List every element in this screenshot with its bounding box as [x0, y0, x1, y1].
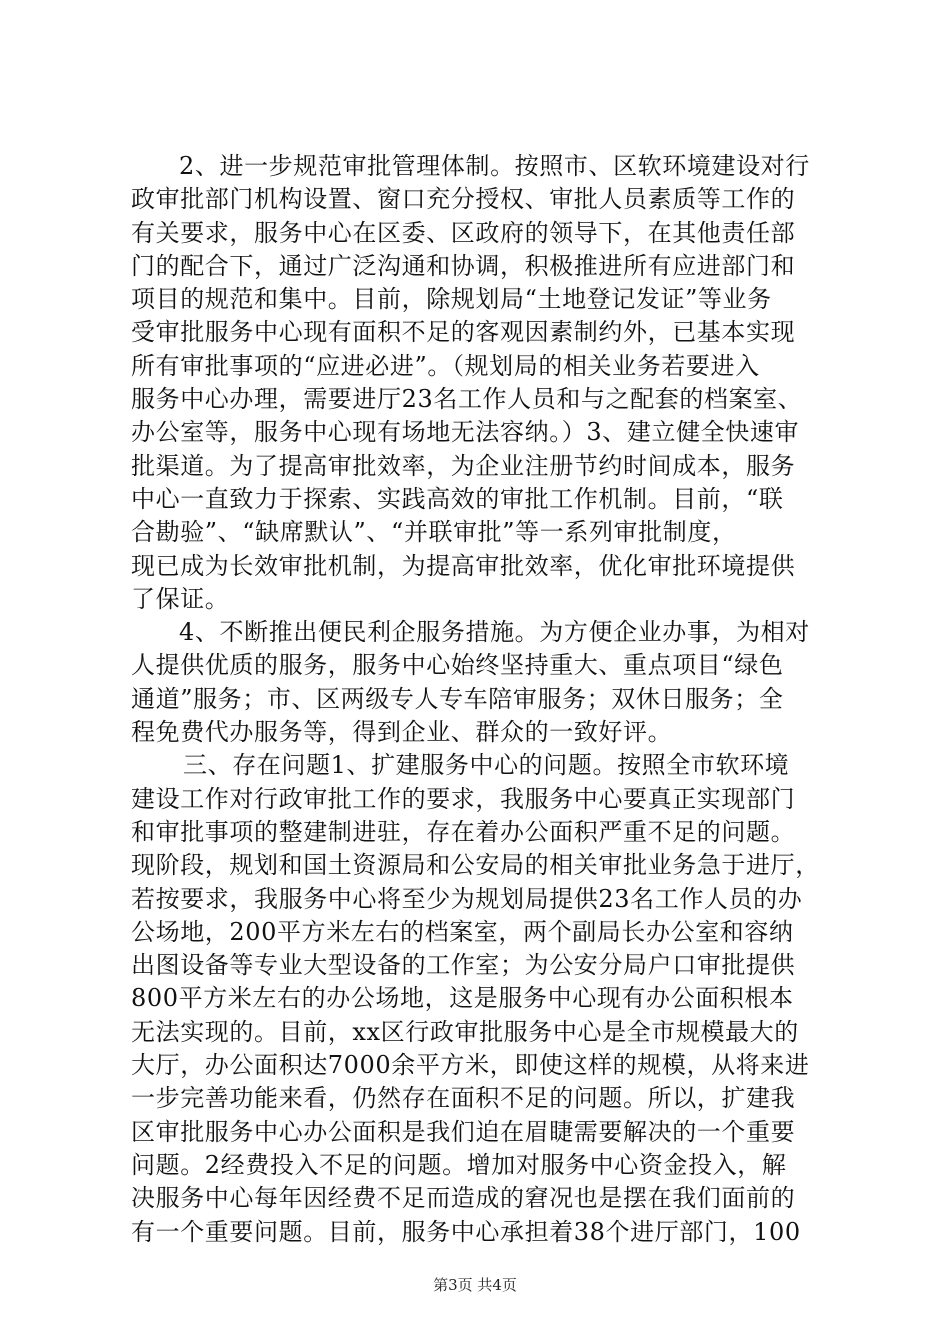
- text-line: 4、不断推出便民利企服务措施。为方便企业办事，为相对: [179, 618, 810, 647]
- text-line: 公场地，200平方米左右的档案室，两个副局长办公室和容纳: [131, 917, 794, 946]
- text-line: 一步完善功能来看，仍然存在面积不足的问题。所以，扩建我: [131, 1084, 796, 1113]
- text-line: 通道”服务；市、区两级专人专车陪审服务；双休日服务；全: [131, 684, 784, 713]
- body-text: [131, 150, 831, 1249]
- text-line: 了保证。: [131, 584, 230, 613]
- text-line: 有一个重要问题。目前，服务中心承担着38个进厅部门，100: [131, 1217, 801, 1246]
- text-line: 办公室等，服务中心现有场地无法容纳。）3、建立健全快速审: [131, 418, 800, 447]
- text-line: 若按要求，我服务中心将至少为规划局提供23名工作人员的办: [131, 884, 803, 913]
- text-line: 和审批事项的整建制进驻，存在着办公面积严重不足的问题。: [131, 817, 796, 846]
- text-line: 合勘验”、“缺席默认”、“并联审批”等一系列审批制度，: [131, 518, 737, 547]
- text-line: 出图设备等专业大型设备的工作室；为公安分局户口审批提供: [131, 951, 796, 980]
- text-line: 现已成为长效审批机制，为提高审批效率，优化审批环境提供: [131, 551, 796, 580]
- text-line: 区审批服务中心办公面积是我们迫在眉睫需要解决的一个重要: [131, 1117, 796, 1146]
- text-line: 无法实现的。目前，xx区行政审批服务中心是全市规模最大的: [131, 1017, 799, 1046]
- text-line: 所有审批事项的“应进必进”。（规划局的相关业务若要进入: [131, 351, 760, 380]
- text-line: 三、存在问题1、扩建服务中心的问题。按照全市软环境: [183, 751, 790, 780]
- text-line: 受审批服务中心现有面积不足的客观因素制约外，已基本实现: [131, 318, 796, 347]
- text-line: 项目的规范和集中。目前，除规划局“土地登记发证”等业务: [131, 285, 772, 314]
- text-line: 政审批部门机构设置、窗口充分授权、审批人员素质等工作的: [131, 185, 796, 214]
- text-line: 服务中心办理，需要进厅23名工作人员和与之配套的档案室、: [131, 385, 803, 414]
- text-line: 大厅，办公面积达7000余平方米，即使这样的规模，从将来进: [131, 1051, 810, 1080]
- text-line: 人提供优质的服务，服务中心始终坚持重大、重点项目“绿色: [131, 651, 784, 680]
- text-line: 现阶段，规划和国土资源局和公安局的相关审批业务急于进厅，: [131, 851, 820, 880]
- text-line: 建设工作对行政审批工作的要求，我服务中心要真正实现部门: [131, 784, 796, 813]
- text-line: 中心一直致力于探索、实践高效的审批工作机制。目前，“联: [131, 484, 784, 513]
- text-line: 800平方米左右的办公场地，这是服务中心现有办公面积根本: [131, 984, 794, 1013]
- text-line: 问题。2经费投入不足的问题。增加对服务中心资金投入，解: [131, 1150, 787, 1179]
- text-line: 批渠道。为了提高审批效率，为企业注册节约时间成本，服务: [131, 451, 796, 480]
- text-line: 程免费代办服务等，得到企业、群众的一致好评。: [131, 718, 673, 747]
- text-line: 有关要求，服务中心在区委、区政府的领导下，在其他责任部: [131, 218, 796, 247]
- text-line: 2、进一步规范审批管理体制。按照市、区软环境建设对行: [179, 152, 810, 180]
- text-line: 决服务中心每年因经费不足而造成的窘况也是摆在我们面前的: [131, 1184, 796, 1213]
- page-number-footer: 第3页 共4页: [433, 1276, 517, 1294]
- text-line: 门的配合下，通过广泛沟通和协调，积极推进所有应进部门和: [131, 251, 796, 280]
